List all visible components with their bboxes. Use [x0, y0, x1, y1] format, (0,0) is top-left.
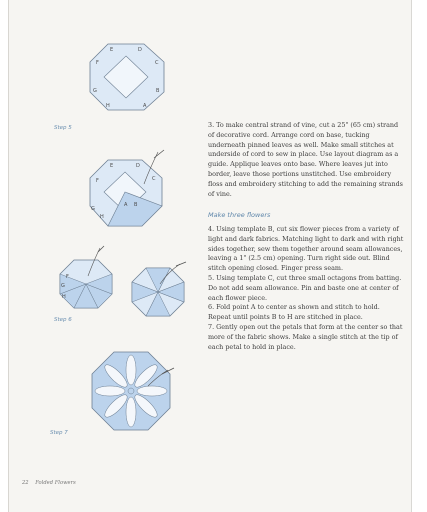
letter-label: G	[61, 283, 65, 289]
letter-label: C	[155, 60, 159, 66]
letter-label: C	[152, 176, 156, 182]
paragraph-step-5: 5. Using template C, cut three small octagons from batting. Do not add seam allowance. Pin and baste one at center of each flower piece.	[208, 273, 402, 302]
paragraph-step-7: 7. Gently open out the petals that form at the center so that more of the fabric shows. Make a single stitch at the tip of each petal to hold in place.	[208, 322, 403, 351]
letter-label: D	[136, 163, 140, 169]
letter-label: A	[143, 103, 147, 109]
letter-label: G	[91, 206, 95, 212]
section-title: Folded Flowers	[35, 480, 76, 486]
page-number: 22	[22, 480, 29, 486]
needle	[176, 262, 186, 266]
letter-label: A	[124, 202, 128, 208]
letter-label: G	[93, 88, 97, 94]
step-5-label: Step 5	[54, 125, 72, 131]
letter-label: D	[138, 47, 142, 53]
letter-label: B	[134, 202, 138, 208]
letter-label: B	[156, 88, 160, 94]
finished-flower-diagram	[88, 348, 174, 434]
footer-separator	[30, 480, 33, 486]
letter-label: F	[96, 60, 99, 66]
letter-label: E	[110, 163, 114, 169]
needle	[98, 246, 104, 252]
letter-label: H	[100, 214, 104, 220]
section-heading: Make three flowers	[208, 211, 271, 219]
instruction-text-lower	[208, 225, 404, 352]
letter-label: F	[66, 274, 69, 280]
letter-label: E	[110, 47, 114, 53]
octagon-diagram-step5	[86, 40, 170, 114]
fully-folded-diagram	[128, 262, 190, 322]
step-6-label: Step 6	[54, 317, 72, 323]
scan-margin-line	[8, 0, 9, 512]
letter-label: H	[106, 103, 110, 109]
page-footer	[22, 480, 76, 486]
instruction-text-upper	[208, 121, 404, 199]
partially-folded-diagram	[54, 246, 122, 312]
needle	[154, 150, 164, 158]
paragraph-step-3: 3. To make central strand of vine, cut a 25" (65 cm) strand of decorative cord. Arrange cord on base, tucking underneath pinned leaves as well. Make small stitches at underside of cord to sew in place. Use layout diagram as a guide. Applique leaves onto base. Where leaves jut into border, leave those portions unstitched. Use embroidery floss and embroidery stitching to add the remaining strands of vine.	[208, 121, 403, 198]
page-edge	[411, 0, 427, 512]
letter-label: F	[96, 178, 99, 184]
paragraph-step-6: 6. Fold point A to center as shown and stitch to hold. Repeat until points B to H are stitched in place.	[208, 303, 380, 322]
octagon-diagram-step6-fold	[84, 148, 174, 236]
flower-center	[128, 388, 134, 394]
paragraph-step-4: 4. Using template B, cut six flower pieces from a variety of light and dark fabrics. Matching light to dark and with right sides together, sew them together around seam allowances, leaving a 1" (2.5 cm) opening. Turn right side out. Blind stitch opening closed. Finger press seam.	[208, 225, 404, 273]
letter-label: H	[62, 294, 66, 300]
step-7-label: Step 7	[50, 430, 68, 436]
